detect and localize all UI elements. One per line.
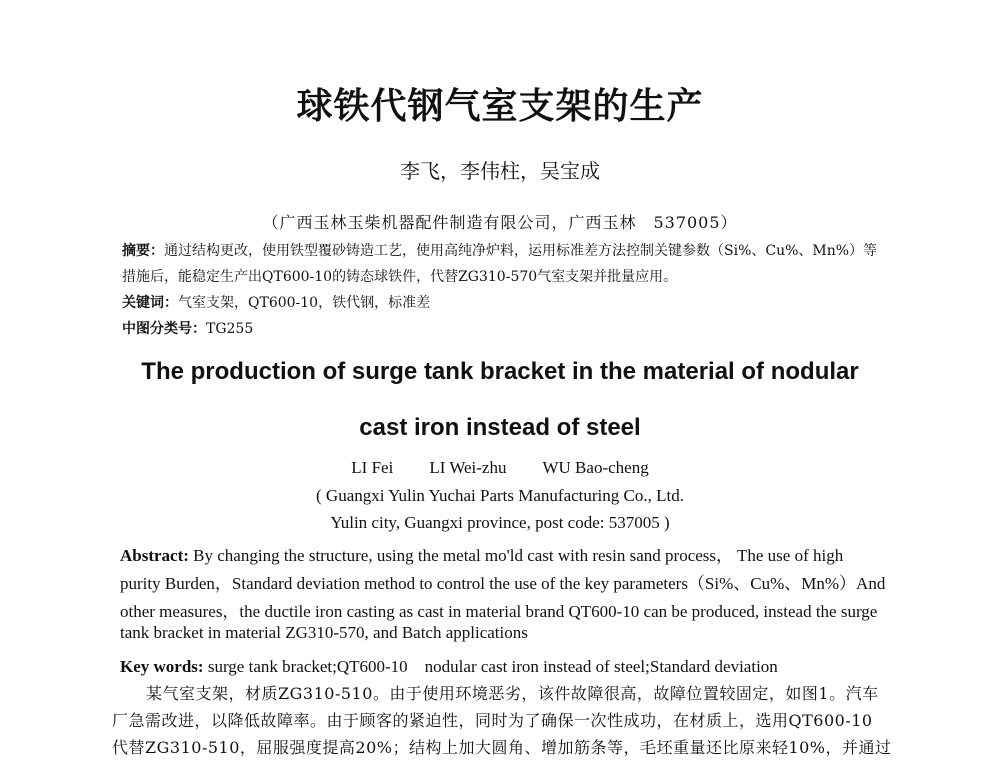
- english-keywords-text: surge tank bracket;QT600-10 nodular cast iron instead of steel;Standard deviation: [203, 657, 778, 676]
- chinese-abstract-label: 摘要：: [122, 243, 164, 259]
- body-text-line-2: 厂急需改进，以降低故障率。由于顾客的紧迫性，同时为了确保一次性成功，在材质上，选用QT600-10: [112, 711, 873, 730]
- chinese-keywords-text: 气室支架，QT600-10，铁代钢，标准差: [178, 295, 431, 311]
- chinese-authors: 李飞，李伟柱，吴宝成: [400, 159, 600, 183]
- chinese-abstract-text-1: 通过结构更改，使用铁型覆砂铸造工艺，使用高纯净炉料，运用标准差方法控制关键参数（Si%、Cu%、Mn%）等: [164, 243, 878, 259]
- chinese-keywords-label: 关键词：: [122, 295, 178, 311]
- english-authors: [0, 458, 1000, 478]
- chinese-abstract-text-2: 措施后，能稳定生产出QT600-10的铸态球铁件，代替ZG310-570气室支架并批量应用。: [122, 269, 678, 285]
- english-title-line-2: cast iron instead of steel: [359, 414, 641, 441]
- chinese-keywords: [122, 292, 430, 312]
- chinese-classification-label: 中图分类号：: [122, 321, 206, 337]
- english-keywords: [120, 652, 778, 677]
- english-title-line-1: The production of surge tank bracket in the material of nodular: [141, 358, 859, 385]
- english-affiliation-line-1: ( Guangxi Yulin Yuchai Parts Manufacturing Co., Ltd.: [316, 486, 684, 505]
- english-abstract: [120, 541, 843, 566]
- english-abstract-text-3: other measures，the ductile iron casting as cast in material brand QT600-10 can be produced, instead the surge: [120, 602, 878, 621]
- chinese-classification: [122, 318, 253, 338]
- chinese-title: 球铁代钢气室支架的生产: [296, 86, 704, 127]
- english-abstract-text-4: tank bracket in material ZG310-570, and Batch applications: [120, 623, 528, 642]
- author-2: LI Wei-zhu: [429, 458, 507, 477]
- body-text-line-1: 某气室支架，材质ZG310-510。由于使用环境恶劣，该件故障很高，故障位置较固定，如图1。汽车: [146, 684, 879, 703]
- author-1: LI Fei: [351, 458, 394, 477]
- chinese-affiliation: （广西玉林玉柴机器配件制造有限公司，广西玉林 537005）: [262, 213, 738, 232]
- chinese-abstract: [122, 240, 877, 260]
- english-abstract-text-2: purity Burden，Standard deviation method to control the use of the key parameters（Si%、Cu%、Mn%）And: [120, 574, 886, 593]
- english-abstract-label: Abstract:: [120, 546, 189, 565]
- english-abstract-text-1: By changing the structure, using the metal mo'ld cast with resin sand process， The use of high: [188, 546, 844, 565]
- english-affiliation-line-2: Yulin city, Guangxi province, post code: 537005 ): [330, 513, 670, 532]
- chinese-classification-code: TG255: [206, 321, 254, 337]
- english-keywords-label: Key words:: [120, 657, 204, 676]
- body-text-line-3: 代替ZG310-510，屈服强度提高20%；结构上加大圆角、增加筋条等，毛坯重量还比原来轻10%，并通过: [112, 738, 892, 757]
- author-3: WU Bao-cheng: [542, 458, 649, 477]
